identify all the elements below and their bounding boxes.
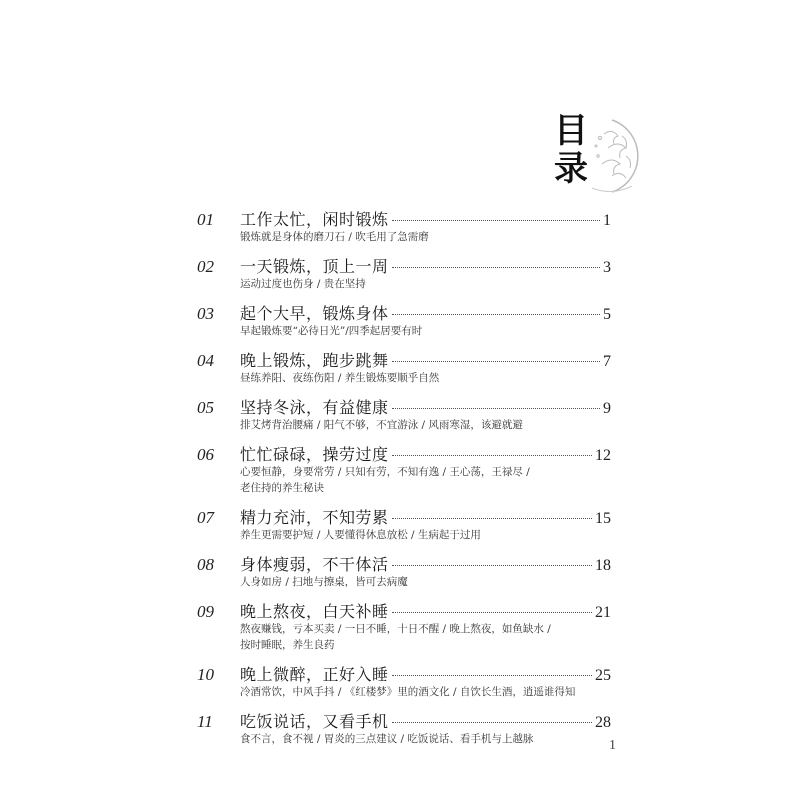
dot-leader (392, 408, 600, 409)
toc-entry-row[interactable] (197, 254, 611, 276)
chapter-page: 28 (595, 714, 611, 731)
dot-leader (392, 314, 600, 315)
chapter-heading[interactable]: 工作太忙，闲时锻炼 (240, 210, 389, 229)
toc-entry-row[interactable] (197, 599, 611, 621)
chapter-page: 5 (603, 306, 611, 323)
chapter-heading[interactable]: 忙忙碌碌，操劳过度 (240, 445, 389, 464)
toc-title-block (548, 108, 658, 198)
chapter-number: 02 (197, 257, 214, 276)
toc-entry-subtitle: 老住持的养生秘诀 (240, 482, 324, 494)
chapter-heading[interactable]: 坚持冬泳，有益健康 (240, 398, 389, 417)
chapter-number: 11 (197, 712, 213, 731)
toc-entry-row[interactable] (197, 207, 611, 229)
toc-entry-subtitle: 人身如房 / 扫地与擦桌，皆可去病魔 (240, 576, 408, 588)
toc-entry[interactable] (197, 505, 611, 543)
toc-title-char-2: 录 (554, 149, 588, 189)
toc-entry[interactable] (197, 662, 611, 700)
chapter-number: 04 (197, 351, 214, 370)
toc-entry-subtitle: 锻炼就是身体的磨刀石 / 吹毛用了急需磨 (240, 231, 429, 243)
toc-entry-row[interactable] (197, 301, 611, 323)
toc-entry[interactable] (197, 552, 611, 590)
chapter-page: 3 (603, 259, 611, 276)
toc-entry-subtitle: 熬夜赚钱，亏本买卖 / 一日不睡，十日不醒 / 晚上熬夜，如鱼缺水 / (240, 623, 551, 635)
dot-leader (392, 455, 592, 456)
dot-leader (392, 267, 600, 268)
chapter-number: 03 (197, 304, 214, 323)
toc-entry-subtitle: 食不言，食不视 / 胃炎的三点建议 / 吃饭说话、看手机与上越脉 (240, 733, 534, 745)
toc-entry-subtitle: 运动过度也伤身 / 贵在坚持 (240, 278, 366, 290)
toc-entry[interactable] (197, 395, 611, 433)
toc-entry[interactable] (197, 207, 611, 245)
chapter-number: 10 (197, 665, 214, 684)
toc-entry[interactable] (197, 442, 611, 496)
chapter-number: 09 (197, 602, 214, 621)
dot-leader (392, 518, 592, 519)
chapter-page: 7 (603, 353, 611, 370)
chapter-page: 18 (595, 557, 611, 574)
table-of-contents (197, 207, 611, 756)
chapter-page: 25 (595, 667, 611, 684)
chapter-heading[interactable]: 精力充沛，不知劳累 (240, 508, 389, 527)
chapter-number: 01 (197, 210, 214, 229)
chapter-heading[interactable]: 一天锻炼，顶上一周 (240, 257, 389, 276)
chapter-page: 21 (595, 604, 611, 621)
toc-entry-subtitle: 养生更需要护短 / 人要懂得休息放松 / 生病起于过用 (240, 529, 481, 541)
toc-title-char-1: 目 (554, 111, 588, 151)
chapter-heading[interactable]: 身体瘦弱，不干体活 (240, 555, 389, 574)
dot-leader (392, 675, 592, 676)
toc-entry-row[interactable] (197, 709, 611, 731)
toc-entry-row[interactable] (197, 442, 611, 464)
dot-leader (392, 361, 600, 362)
toc-entry-subtitle: 按时睡眠，养生良药 (240, 639, 335, 651)
toc-entry[interactable] (197, 348, 611, 386)
chapter-heading[interactable]: 起个大早，锻炼身体 (240, 304, 389, 323)
page-number: 1 (609, 738, 616, 753)
chapter-heading[interactable]: 晚上微醉，正好入睡 (240, 665, 389, 684)
chapter-number: 06 (197, 445, 214, 464)
toc-entry-row[interactable] (197, 662, 611, 684)
toc-entry-subtitle: 冷酒常饮，中风手抖 / 《红楼梦》里的酒文化 / 自饮长生酒，逍遥谁得知 (240, 686, 576, 698)
wave-ornament-icon (582, 116, 654, 196)
toc-entry[interactable] (197, 599, 611, 653)
chapter-page: 12 (595, 447, 611, 464)
dot-leader (392, 220, 600, 221)
chapter-number: 05 (197, 398, 214, 417)
toc-entry[interactable] (197, 709, 611, 747)
chapter-page: 9 (603, 400, 611, 417)
toc-entry-row[interactable] (197, 348, 611, 370)
toc-entry[interactable] (197, 301, 611, 339)
chapter-number: 08 (197, 555, 214, 574)
toc-entry-row[interactable] (197, 395, 611, 417)
chapter-heading[interactable]: 晚上熬夜，白天补睡 (240, 602, 389, 621)
chapter-number: 07 (197, 508, 214, 527)
toc-entry-subtitle: 心要恒静，身要常劳 / 只知有劳，不知有逸 / 王心荡，王禄尽 / (240, 466, 530, 478)
toc-entry-subtitle: 昼练养阳、夜练伤阳 / 养生锻炼要顺乎自然 (240, 372, 440, 384)
toc-entry-row[interactable] (197, 552, 611, 574)
toc-entry-subtitle: 早起锻炼要“必待日光”/四季起居要有时 (240, 325, 423, 337)
dot-leader (392, 565, 592, 566)
toc-entry-row[interactable] (197, 505, 611, 527)
toc-entry-subtitle: 排艾烤背治腰痛 / 阳气不够，不宜游泳 / 风雨寒湿，该避就避 (240, 419, 523, 431)
dot-leader (392, 612, 592, 613)
chapter-page: 15 (595, 510, 611, 527)
dot-leader (392, 722, 592, 723)
chapter-heading[interactable]: 吃饭说话，又看手机 (240, 712, 389, 731)
chapter-page: 1 (603, 212, 611, 229)
chapter-heading[interactable]: 晚上锻炼，跑步跳舞 (240, 351, 389, 370)
toc-entry[interactable] (197, 254, 611, 292)
